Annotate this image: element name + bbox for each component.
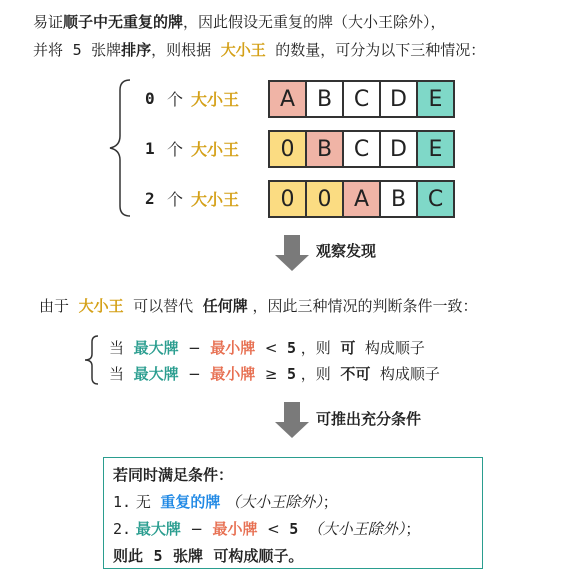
card-cell: D [379, 130, 418, 168]
condition-line-2 [109, 364, 440, 384]
condition-result: 不可 [340, 365, 371, 383]
joker-count: 1 [145, 138, 155, 158]
card-cell: B [305, 80, 344, 118]
intro-line-2 [33, 40, 485, 60]
condition-text: 当 [109, 339, 125, 357]
joker-label: 大小王 [78, 297, 124, 315]
intro-text: 的数量，可分为以下三种情况： [275, 41, 486, 59]
comparison-op: ≥ [264, 365, 278, 383]
card-cell: C [342, 130, 381, 168]
card-cell: A [342, 180, 381, 218]
summary-note: （大小王除外） [225, 493, 323, 511]
middle-text: 可以替代 [133, 297, 194, 315]
min-card-label: 最小牌 [210, 339, 256, 357]
summary-text: ； [322, 493, 338, 511]
summary-text: 则此 [113, 547, 144, 565]
joker-count: 2 [145, 188, 155, 208]
conditions-brace [80, 334, 102, 386]
summary-text: ； [405, 520, 421, 538]
intro-text: 并将 [33, 41, 64, 59]
max-card-label: 最大牌 [133, 365, 179, 383]
intro-text: 张牌 [91, 41, 122, 59]
duplicate-label: 重复的牌 [160, 493, 221, 511]
card-cell: 0 [305, 180, 344, 218]
minus-sign: − [188, 365, 201, 383]
summary-item-1 [113, 492, 338, 512]
intro-text: ，因此假设无重复的牌（大小王除外）， [183, 13, 446, 31]
threshold-number: 5 [289, 520, 299, 538]
condition-text: ，则 [300, 339, 331, 357]
card-row-2 [268, 180, 455, 218]
condition-text: 构成顺子 [379, 365, 440, 383]
middle-text: ，因此三种情况的判断条件一致： [252, 297, 478, 315]
summary-conclusion [113, 546, 303, 566]
joker-label: 大小王 [191, 89, 240, 109]
count-unit: 个 [167, 89, 184, 109]
case-row-2 [145, 180, 239, 216]
comparison-op: < [267, 520, 280, 538]
item-number: 1. [113, 493, 132, 511]
item-number: 2. [113, 520, 132, 538]
intro-highlight: 顺子中无重复的牌 [63, 13, 184, 31]
case-row-0 [145, 80, 239, 116]
card-cell: C [342, 80, 381, 118]
cases-brace [104, 78, 134, 218]
count-unit: 个 [167, 189, 184, 209]
down-arrow-icon [284, 402, 300, 422]
minus-sign: − [188, 339, 201, 357]
intro-line-1 [33, 12, 446, 32]
summary-item-2 [113, 519, 420, 539]
summary-note: （大小王除外） [307, 520, 406, 538]
card-cell: E [416, 130, 455, 168]
card-cell: E [416, 80, 455, 118]
joker-label: 大小王 [191, 139, 240, 159]
intro-number: 5 [72, 41, 82, 59]
card-row-1 [268, 130, 455, 168]
condition-result: 可 [340, 339, 356, 357]
condition-text: 当 [109, 365, 125, 383]
card-cell: A [268, 80, 307, 118]
intro-text: 易证 [33, 13, 64, 31]
summary-text: 可构成顺子。 [213, 547, 304, 565]
middle-highlight: 任何牌 [202, 297, 248, 315]
card-cell: B [379, 180, 418, 218]
max-card-label: 最大牌 [133, 339, 179, 357]
joker-label: 大小王 [191, 189, 240, 209]
down-arrow-icon [284, 235, 300, 255]
card-cell: B [305, 130, 344, 168]
down-arrow-icon [275, 255, 309, 271]
card-cell: D [379, 80, 418, 118]
summary-heading: 若同时满足条件： [113, 466, 234, 484]
condition-text: ，则 [300, 365, 331, 383]
min-card-label: 最小牌 [210, 365, 256, 383]
arrow-label: 观察发现 [316, 242, 377, 260]
arrow-label: 可推出充分条件 [316, 410, 422, 428]
intro-text: ，则根据 [151, 41, 212, 59]
threshold-number: 5 [286, 339, 296, 357]
count-unit: 个 [167, 139, 184, 159]
card-cell: C [416, 180, 455, 218]
minus-sign: − [190, 520, 203, 538]
condition-text: 构成顺子 [364, 339, 425, 357]
summary-text: 张牌 [172, 547, 203, 565]
threshold-number: 5 [286, 365, 296, 383]
joker-count: 0 [145, 88, 155, 108]
threshold-number: 5 [153, 547, 163, 565]
max-card-label: 最大牌 [135, 520, 181, 538]
card-cell: 0 [268, 180, 307, 218]
joker-label: 大小王 [220, 41, 266, 59]
comparison-op: < [264, 339, 278, 357]
condition-line-1 [109, 338, 425, 358]
middle-text: 由于 [39, 297, 70, 315]
down-arrow-icon [275, 422, 309, 438]
card-row-0 [268, 80, 455, 118]
summary-text: 无 [135, 493, 151, 511]
middle-sentence [39, 296, 478, 316]
case-row-1 [145, 130, 239, 166]
card-cell: 0 [268, 130, 307, 168]
intro-highlight: 排序 [121, 41, 152, 59]
min-card-label: 最小牌 [212, 520, 258, 538]
